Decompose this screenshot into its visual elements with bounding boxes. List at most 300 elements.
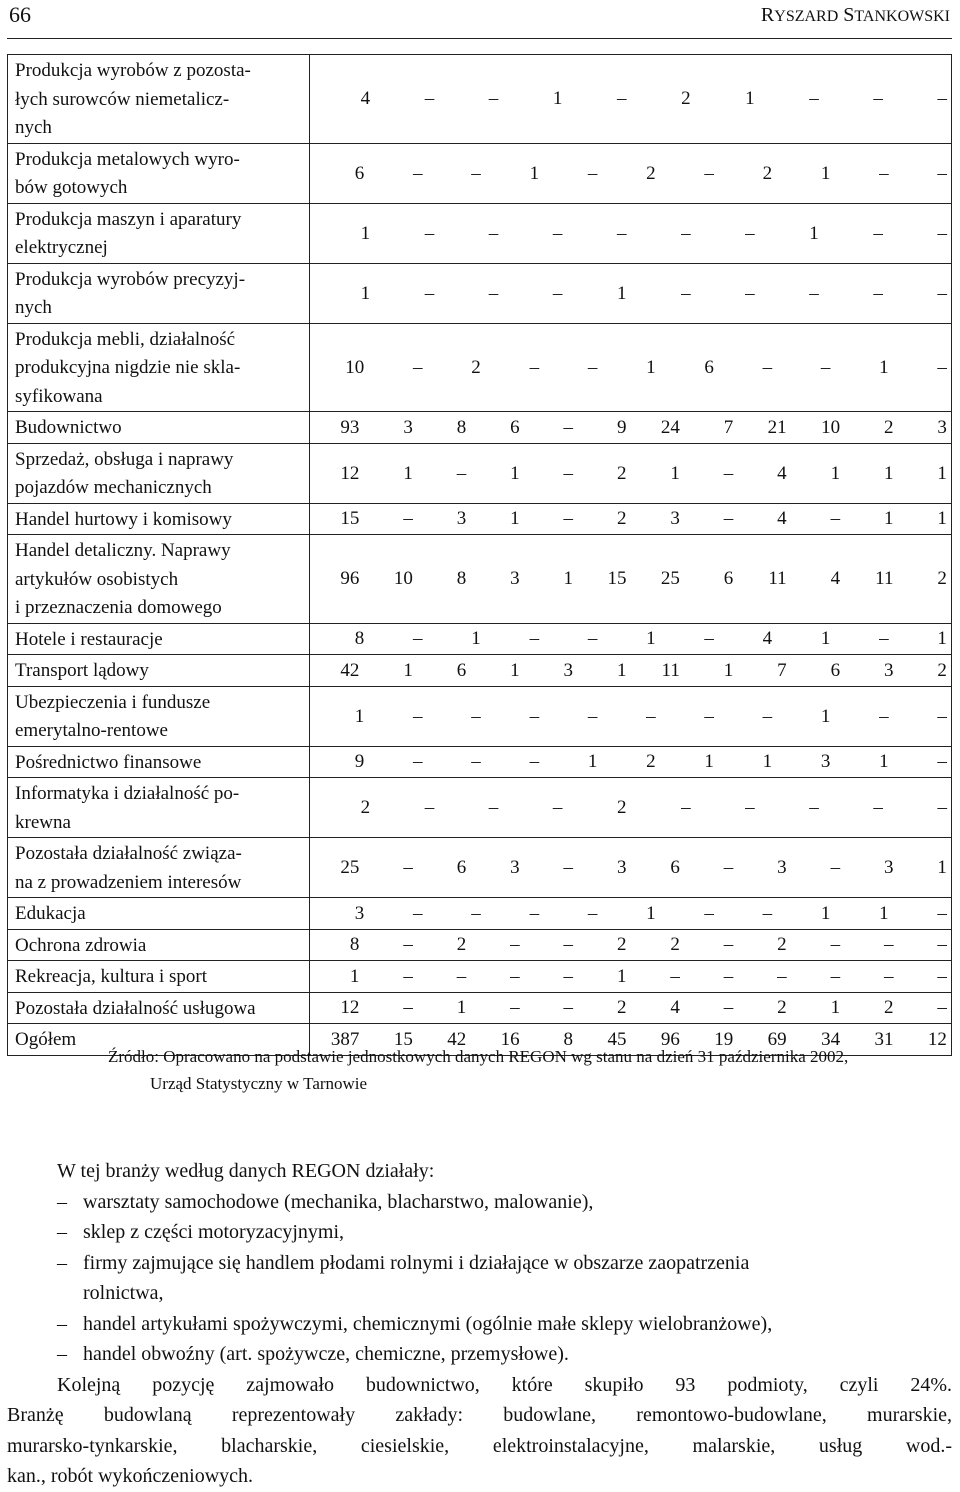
- row-values: [310, 898, 952, 930]
- row-label-line: Edukacja: [15, 903, 86, 924]
- value-cell: –: [937, 88, 947, 110]
- value-cell: 15: [607, 568, 627, 590]
- value-cell: –: [830, 965, 841, 987]
- table-row: [8, 443, 952, 503]
- value-cell: 1: [820, 705, 831, 727]
- value-cell: 2: [937, 568, 947, 590]
- table-row: [8, 655, 952, 687]
- value-cell: 8: [456, 416, 467, 438]
- value-cell: 1: [354, 705, 365, 727]
- value-cell: 2: [616, 797, 627, 818]
- row-label: [8, 203, 310, 263]
- value-cell: 21: [767, 416, 787, 438]
- value-group: [310, 747, 951, 776]
- page-header: [7, 0, 952, 39]
- row-label-line: Produkcja wyrobów z pozosta-: [15, 60, 251, 81]
- value-cell: 1: [616, 965, 627, 987]
- row-label-line: łych surowców niemetalicz-: [15, 88, 230, 110]
- row-label-line: na z prowadzeniem interesów: [15, 871, 242, 893]
- value-cell: –: [587, 902, 598, 924]
- row-values: [310, 503, 952, 535]
- value-cell: –: [552, 222, 563, 244]
- table-row: [8, 203, 952, 263]
- value-cell: –: [529, 705, 540, 727]
- row-label: [8, 55, 310, 144]
- value-cell: –: [424, 88, 435, 110]
- value-cell: –: [471, 751, 481, 773]
- value-cell: –: [937, 997, 947, 1019]
- value-cell: 10: [821, 416, 841, 438]
- value-cell: –: [745, 222, 755, 244]
- bullet-item: – handel obwoźny (art. spożywcze, chemiczne, przemysłowe).: [7, 1339, 952, 1370]
- value-cell: 2: [777, 934, 787, 956]
- row-label-line: elektrycznej: [15, 237, 108, 258]
- value-cell: –: [471, 705, 481, 727]
- value-cell: –: [587, 628, 598, 650]
- value-cell: 25: [340, 857, 360, 878]
- row-label-line: krewna: [15, 811, 71, 833]
- author-first-rest: YSZARD: [774, 8, 839, 25]
- value-cell: 3: [670, 508, 680, 530]
- value-cell: 8: [354, 628, 365, 650]
- paragraph-line: kan., robót wykończeniowych.: [7, 1465, 254, 1487]
- row-values: [310, 263, 952, 323]
- intro-paragraph: W tej branży według danych REGON działały:: [57, 1160, 435, 1182]
- value-cell: –: [413, 162, 423, 184]
- table-row: [8, 838, 952, 898]
- row-label-line: Ochrona zdrowia: [15, 934, 147, 956]
- value-cell: –: [563, 508, 574, 530]
- row-label-line: Budownictwo: [15, 417, 122, 438]
- table-row: [8, 686, 952, 746]
- value-cell: –: [563, 934, 574, 956]
- value-cell: –: [830, 934, 841, 956]
- value-cell: –: [723, 934, 734, 956]
- value-cell: 9: [354, 751, 365, 773]
- value-cell: 1: [403, 659, 413, 681]
- row-values: [310, 992, 952, 1024]
- value-cell: 1: [820, 902, 831, 924]
- value-cell: 12: [927, 1028, 947, 1050]
- value-cell: –: [646, 705, 656, 727]
- value-cell: –: [488, 282, 499, 304]
- value-cell: –: [488, 797, 499, 818]
- table-row: [8, 263, 952, 323]
- value-cell: –: [762, 705, 773, 727]
- value-cell: –: [937, 902, 947, 924]
- value-cell: –: [937, 222, 947, 244]
- value-cell: –: [413, 356, 423, 378]
- value-cell: –: [681, 797, 691, 818]
- value-cell: 1: [820, 628, 831, 650]
- value-cell: –: [616, 222, 627, 244]
- value-cell: 45: [607, 1028, 627, 1050]
- value-cell: 4: [830, 568, 841, 590]
- value-cell: –: [723, 997, 734, 1019]
- value-group: [310, 219, 951, 248]
- row-label: [8, 655, 310, 687]
- value-cell: 15: [393, 1028, 413, 1050]
- value-group: [310, 459, 951, 488]
- enterprise-table: [7, 54, 952, 1056]
- value-group: [310, 656, 951, 685]
- value-cell: 6: [456, 659, 467, 681]
- value-cell: –: [552, 797, 563, 818]
- value-cell: 6: [354, 162, 365, 184]
- value-cell: –: [723, 462, 734, 484]
- value-cell: 1: [349, 965, 360, 987]
- value-cell: 1: [456, 997, 467, 1019]
- value-cell: –: [873, 797, 883, 818]
- value-cell: –: [723, 857, 734, 878]
- value-cell: 12: [340, 462, 360, 484]
- value-cell: –: [830, 508, 841, 530]
- value-group: [310, 159, 951, 188]
- value-cell: –: [563, 997, 574, 1019]
- value-cell: –: [403, 997, 413, 1019]
- row-label-line: Transport lądowy: [15, 660, 149, 681]
- value-cell: 31: [874, 1028, 894, 1050]
- value-cell: 3: [937, 416, 947, 438]
- value-cell: 6: [830, 659, 841, 681]
- row-label-line: Pozostała działalność związa-: [15, 843, 242, 864]
- value-cell: 1: [510, 462, 520, 484]
- value-cell: 11: [768, 568, 787, 590]
- value-cell: 8: [349, 934, 360, 956]
- value-cell: 6: [670, 857, 680, 878]
- value-cell: 8: [456, 568, 467, 590]
- value-cell: –: [413, 628, 423, 650]
- table-body: [8, 55, 952, 1056]
- value-cell: 6: [510, 416, 520, 438]
- value-cell: 2: [883, 416, 894, 438]
- table-row: [8, 778, 952, 838]
- bullet-item-continuation: rolnictwa,: [83, 1282, 164, 1304]
- value-group: [310, 279, 951, 308]
- row-label: [8, 898, 310, 930]
- value-cell: 7: [777, 659, 787, 681]
- value-cell: –: [879, 705, 889, 727]
- value-cell: 1: [529, 162, 540, 184]
- value-cell: 16: [500, 1028, 520, 1050]
- value-cell: –: [681, 222, 691, 244]
- row-values: [310, 143, 952, 203]
- value-group: [310, 930, 951, 959]
- value-group: [310, 84, 951, 113]
- value-cell: 1: [403, 462, 413, 484]
- value-group: [310, 962, 951, 991]
- row-label-line: Produkcja wyrobów precyzyj-: [15, 268, 246, 290]
- row-label-line: Ubezpieczenia i fundusze: [15, 691, 211, 713]
- value-cell: –: [587, 162, 598, 184]
- value-cell: –: [704, 628, 714, 650]
- bullet-item: – warsztaty samochodowe (mechanika, blacharstwo, malowanie),: [7, 1187, 952, 1218]
- value-cell: –: [529, 628, 540, 650]
- value-cell: –: [937, 356, 947, 378]
- value-group: [310, 413, 951, 442]
- table-row: [8, 55, 952, 144]
- value-cell: 1: [704, 751, 714, 773]
- value-cell: 2: [681, 88, 691, 110]
- row-values: [310, 778, 952, 838]
- value-cell: 24: [660, 416, 680, 438]
- row-label-line: i przeznaczenia domowego: [15, 597, 222, 618]
- value-cell: –: [587, 705, 598, 727]
- author-initial-last: S: [843, 4, 855, 26]
- row-label: [8, 412, 310, 444]
- value-cell: –: [762, 902, 773, 924]
- value-group: [310, 853, 951, 882]
- value-cell: –: [873, 88, 883, 110]
- value-cell: –: [616, 88, 627, 110]
- value-cell: 2: [456, 934, 467, 956]
- row-label: [8, 503, 310, 535]
- value-cell: –: [745, 282, 755, 304]
- value-cell: –: [471, 162, 481, 184]
- value-cell: 1: [937, 857, 947, 878]
- row-label-line: bów gotowych: [15, 177, 128, 198]
- value-cell: 2: [762, 162, 773, 184]
- value-cell: 96: [340, 568, 360, 590]
- row-label-line: Hotele i restauracje: [15, 628, 163, 650]
- row-label-line: Handel detaliczny. Naprawy: [15, 540, 231, 561]
- value-cell: 2: [883, 997, 894, 1019]
- row-values: [310, 623, 952, 655]
- row-label-line: syfikowana: [15, 385, 103, 407]
- row-label: [8, 323, 310, 412]
- value-cell: 1: [510, 508, 520, 530]
- value-cell: 1: [937, 508, 947, 530]
- value-cell: –: [563, 462, 574, 484]
- value-cell: –: [704, 902, 714, 924]
- value-cell: 1: [646, 628, 656, 650]
- value-cell: –: [529, 356, 540, 378]
- table-source-note: [108, 1043, 848, 1097]
- table-row: [8, 143, 952, 203]
- table-row: [8, 992, 952, 1024]
- row-label-line: Rekreacja, kultura i sport: [15, 966, 208, 987]
- value-cell: –: [488, 88, 499, 110]
- row-label-line: Produkcja maszyn i aparatury: [15, 208, 242, 230]
- value-cell: 1: [883, 508, 894, 530]
- row-label: [8, 263, 310, 323]
- value-cell: –: [563, 857, 574, 878]
- author-initial-first: R: [760, 4, 775, 26]
- value-cell: 1: [937, 628, 947, 650]
- value-group: [310, 899, 951, 928]
- row-values: [310, 535, 952, 624]
- value-group: [310, 624, 951, 653]
- paragraph-line: murarsko-tynkarskie, blacharskie, ciesielskie, elektroinstalacyjne, malarskie, usług wod.-: [7, 1434, 952, 1457]
- source-line-1: Źródło: Opracowano na podstawie jednostkowych danych REGON wg stanu na dzień 31 października 2002,: [108, 1047, 849, 1066]
- value-cell: –: [471, 902, 481, 924]
- row-label-line: pojazdów mechanicznych: [15, 477, 212, 498]
- value-cell: 19: [714, 1028, 734, 1050]
- value-cell: –: [403, 934, 413, 956]
- value-cell: 9: [616, 416, 627, 438]
- value-cell: –: [403, 508, 413, 530]
- running-head-author: [761, 4, 950, 27]
- row-label-line: Produkcja metalowych wyro-: [15, 148, 240, 170]
- value-cell: 1: [879, 902, 889, 924]
- value-group: [310, 702, 951, 731]
- table-row: [8, 898, 952, 930]
- value-cell: 1: [471, 628, 481, 650]
- value-cell: –: [723, 508, 734, 530]
- value-cell: 1: [879, 751, 889, 773]
- body-text: [7, 1156, 952, 1492]
- value-cell: 1: [552, 88, 563, 110]
- row-values: [310, 412, 952, 444]
- value-cell: 3: [883, 659, 894, 681]
- table-row: [8, 535, 952, 624]
- value-cell: –: [809, 797, 819, 818]
- value-cell: 1: [762, 751, 773, 773]
- value-cell: –: [937, 282, 947, 304]
- value-cell: –: [879, 628, 889, 650]
- value-cell: 3: [403, 416, 413, 438]
- value-cell: 3: [777, 857, 787, 878]
- value-cell: 42: [340, 659, 360, 681]
- value-cell: –: [424, 282, 435, 304]
- row-label-line: nych: [15, 297, 52, 318]
- bullet-item: – handel artykułami spożywczymi, chemicznymi (ogólnie małe sklepy wielobranżowe),: [7, 1309, 952, 1340]
- row-label-line: produkcyjna nigdzie nie skla-: [15, 357, 241, 378]
- row-label: [8, 443, 310, 503]
- row-label-line: artykułów osobistych: [15, 568, 179, 590]
- author-last-rest: TANKOWSKI: [854, 8, 950, 25]
- value-cell: 3: [883, 857, 894, 878]
- value-cell: 3: [510, 568, 520, 590]
- table-row: [8, 961, 952, 993]
- row-values: [310, 929, 952, 961]
- bullet-item: – sklep z części motoryzacyjnymi,: [7, 1217, 952, 1248]
- row-label-line: Pozostała działalność usługowa: [15, 997, 256, 1019]
- value-cell: –: [883, 965, 894, 987]
- value-cell: 1: [830, 462, 841, 484]
- value-cell: 2: [616, 462, 627, 484]
- value-cell: –: [723, 965, 734, 987]
- value-cell: 1: [830, 997, 841, 1019]
- row-label: [8, 838, 310, 898]
- value-cell: 2: [471, 356, 481, 378]
- value-cell: –: [529, 902, 540, 924]
- row-label-line: Handel hurtowy i komisowy: [15, 508, 232, 530]
- row-values: [310, 655, 952, 687]
- table-row: [8, 623, 952, 655]
- value-cell: 96: [660, 1028, 680, 1050]
- value-cell: 1: [587, 751, 598, 773]
- value-cell: –: [529, 751, 540, 773]
- page-number: 66: [9, 2, 31, 27]
- value-cell: 42: [447, 1028, 467, 1050]
- row-values: [310, 203, 952, 263]
- value-cell: –: [424, 222, 435, 244]
- value-cell: 1: [360, 282, 371, 304]
- row-label: [8, 961, 310, 993]
- source-line-2: Urząd Statystyczny w Tarnowie: [150, 1074, 368, 1093]
- value-cell: 15: [340, 508, 360, 530]
- row-values: [310, 323, 952, 412]
- value-cell: –: [413, 902, 423, 924]
- value-cell: –: [704, 705, 714, 727]
- table-row: [8, 929, 952, 961]
- value-cell: 4: [360, 88, 371, 110]
- value-cell: 1: [646, 902, 656, 924]
- value-cell: 69: [767, 1028, 787, 1050]
- value-cell: 3: [820, 751, 831, 773]
- value-cell: 2: [937, 659, 947, 681]
- value-group: [310, 564, 951, 593]
- value-cell: 2: [670, 934, 680, 956]
- row-label: [8, 992, 310, 1024]
- value-cell: 1: [937, 462, 947, 484]
- value-cell: –: [873, 222, 883, 244]
- value-cell: 34: [821, 1028, 841, 1050]
- row-values: [310, 838, 952, 898]
- row-label-line: Produkcja mebli, działalność: [15, 328, 236, 350]
- value-cell: –: [424, 797, 435, 818]
- value-cell: 2: [777, 997, 787, 1019]
- value-cell: –: [820, 356, 831, 378]
- value-cell: 11: [661, 659, 680, 681]
- value-cell: 93: [340, 416, 360, 438]
- value-cell: –: [937, 162, 947, 184]
- value-cell: 4: [762, 628, 773, 650]
- value-cell: 2: [616, 934, 627, 956]
- value-cell: –: [883, 934, 894, 956]
- value-cell: –: [587, 356, 598, 378]
- value-cell: 11: [875, 568, 894, 590]
- value-cell: –: [510, 997, 520, 1019]
- value-cell: –: [403, 965, 413, 987]
- value-cell: 2: [616, 508, 627, 530]
- row-values: [310, 686, 952, 746]
- value-cell: 6: [456, 857, 467, 878]
- value-cell: –: [413, 751, 423, 773]
- row-label: [8, 929, 310, 961]
- value-cell: 1: [510, 659, 520, 681]
- value-cell: 2: [616, 997, 627, 1019]
- row-label-line: emerytalno-rentowe: [15, 720, 168, 741]
- row-label: [8, 778, 310, 838]
- table-row: [8, 503, 952, 535]
- value-cell: 1: [670, 462, 680, 484]
- value-cell: 4: [670, 997, 680, 1019]
- value-cell: 2: [646, 751, 656, 773]
- value-cell: 2: [360, 797, 371, 818]
- value-cell: –: [704, 162, 714, 184]
- row-label: [8, 143, 310, 203]
- value-cell: –: [937, 797, 947, 818]
- row-label-line: Informatyka i działalność po-: [15, 783, 240, 804]
- value-cell: –: [403, 857, 413, 878]
- value-cell: 1: [745, 88, 755, 110]
- value-cell: 4: [777, 508, 787, 530]
- value-cell: 3: [616, 857, 627, 878]
- value-cell: –: [937, 965, 947, 987]
- value-cell: –: [510, 934, 520, 956]
- row-values: [310, 746, 952, 778]
- row-label: [8, 686, 310, 746]
- value-cell: –: [777, 965, 787, 987]
- value-cell: –: [830, 857, 841, 878]
- value-cell: 3: [456, 508, 467, 530]
- value-cell: –: [552, 282, 563, 304]
- value-cell: –: [809, 88, 819, 110]
- value-cell: 7: [723, 416, 734, 438]
- value-cell: 25: [660, 568, 680, 590]
